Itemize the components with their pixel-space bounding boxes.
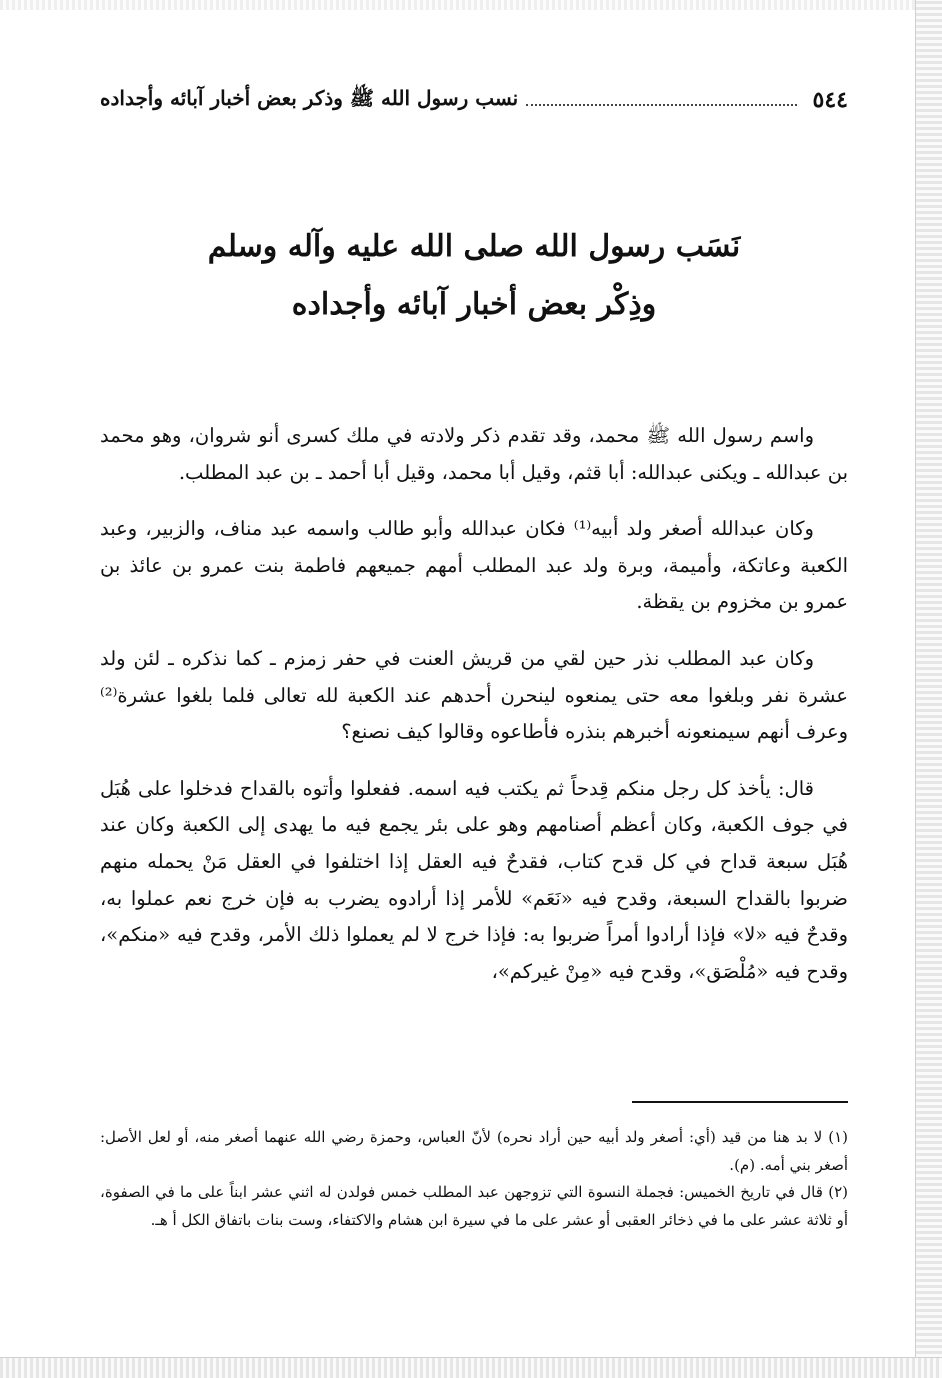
page-edge-top [0,0,942,10]
header-dotted-leader [526,104,796,106]
chapter-title [100,218,848,334]
footnote-1: (١) لا بد هنا من قيد (أي: أصغر ولد أبيه حين أراد نحره) لأنّ العباس، وحمزة رضي الله عنهما أصغر منه، أو لعل الأصل: أصغر بني أمه. (م). [100,1128,848,1174]
page-edge-right [915,0,942,1378]
page-edge-bottom [0,1357,942,1378]
paragraph-4: قال: يأخذ كل رجل منكم قِدحاً ثم يكتب فيه اسمه. ففعلوا وأتوه بالقداح فدخلوا على هُبَل في جوف الكعبة، وكان أعظم أصنامهم وهو على بئر يجمع فيه ما يهدى إلى الكعبة وكان عند هُبَل سبعة قداح في كل قدح كتاب، فقدحٌ فيه العقل إذا اختلفوا في العقل مَنْ يحمله منهم ضربوا بالقداح السبعة، وقدح فيه «نَعَم» للأمر إذا أرادوه يضرب به فإن خرج نعم عملوا به، وقدحٌ فيه «لا» فإذا أرادوا أمراً ضربوا به: فإذا خرج لا لم يعملوا ذلك الأمر، وقدح فيه «منكم»، وقدح فيه «مُلْصَق»، وقدح فيه «مِنْ غيركم»، [100,776,848,983]
page-header [100,82,848,118]
paragraph-1: واسم رسول الله ﷺ محمد، وقد تقدم ذكر ولادته في ملك كسرى أنو شروان، وهو محمد بن عبدالله ـ ويكنى عبدالله: أبا قثم، وقيل أبا محمد، وقيل أبا أحمد ـ بن عبد المطلب. [100,424,848,484]
body-text [100,418,848,990]
paragraph-2: وكان عبدالله أصغر ولد أبيه⁽¹⁾ فكان عبدالله وأبو طالب واسمه عبد مناف، والزبير، وعبد الكعبة وعاتكة، وأميمة، وبرة ولد عبد المطلب أمهم جميعهم فاطمة بنت عمرو بن عائذ بن عمرو بن مخزوم بن يقظة. [100,517,848,614]
page-number: ٥٤٤ [812,87,848,113]
footnote-2: (٢) قال في تاريخ الخميس: فجملة النسوة التي تزوجهن عبد المطلب خمس فولدن له اثني عشر ابناً على ما في الصفوة، أو ثلاثة عشر على ما في ذخائر العقبى أو عشر على ما في سيرة ابن هشام والاكتفاء، وست بنات باتفاق الكل أ هـ. [100,1183,848,1229]
footnote-separator [632,1101,848,1103]
footnotes [100,1124,848,1234]
running-head: نسب رسول الله ﷺ وذكر بعض أخبار آبائه وأجداده [100,85,519,110]
paragraph-3: وكان عبد المطلب نذر حين لقي من قريش العنت في حفر زمزم ـ كما نذكره ـ لئن ولد عشرة نفر وبلغوا معه حتى يمنعوه لينحرن أحدهم عند الكعبة لله تعالى فلما بلغوا عشرة⁽²⁾ وعرف أنهم سيمنعونه أخبرهم بنذره فأطاعوه وقالوا كيف نصنع؟ [100,646,848,744]
chapter-title-line-1: نَسَب رسول الله صلى الله عليه وآله وسلم [207,229,741,264]
chapter-title-line-2: وذِكْر بعض أخبار آبائه وأجداده [291,287,657,322]
